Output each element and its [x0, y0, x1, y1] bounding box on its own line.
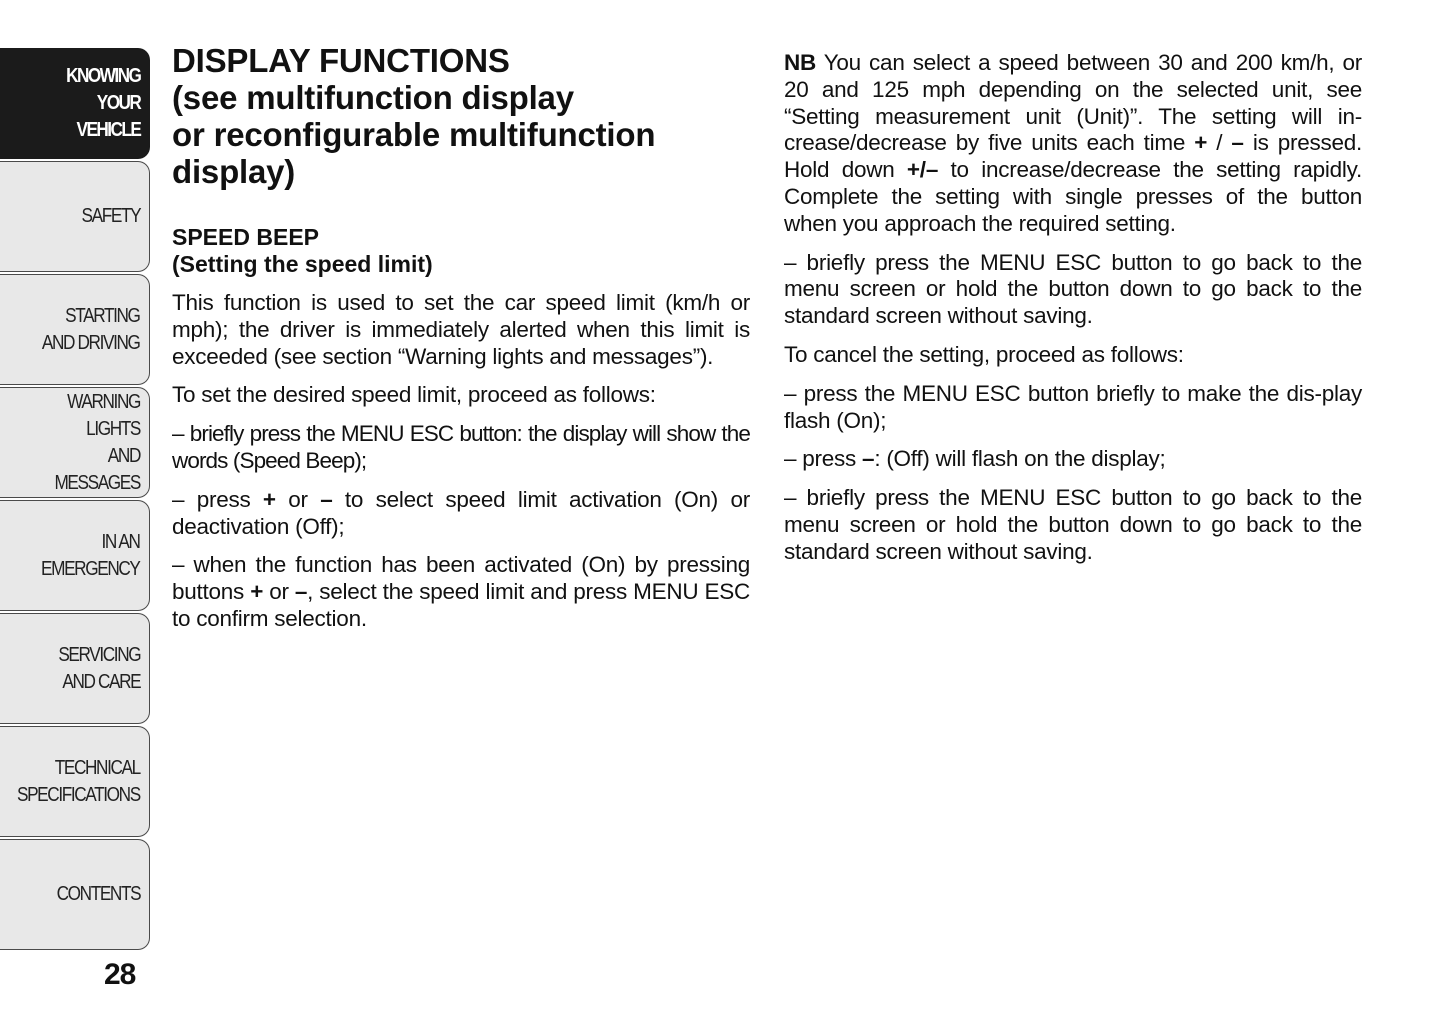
- tab-label: TECHNICAL SPECIFICATIONS: [17, 756, 140, 806]
- tab-knowing-your-vehicle[interactable]: [0, 48, 150, 159]
- title-line: display): [172, 153, 296, 190]
- plus-minus-symbol: +/–: [906, 157, 939, 183]
- minus-symbol: –: [294, 579, 308, 605]
- paragraph: – briefly press the MENU ESC button to go back to the menu screen or hold the button down to go back to the standard screen without saving.: [784, 249, 1362, 329]
- tab-safety[interactable]: [0, 161, 150, 272]
- title-line: DISPLAY FUNCTIONS: [172, 42, 510, 79]
- tab-warning-lights[interactable]: [0, 387, 150, 498]
- text: /: [1207, 130, 1232, 156]
- tab-starting-and-driving[interactable]: [0, 274, 150, 385]
- page-title: [172, 42, 750, 190]
- text: to increase/decrease the setting rapidly. Complete the setting with single presses of the button when you approach the required setting.: [784, 157, 1362, 236]
- plus-symbol: +: [1194, 130, 1208, 156]
- paragraph: This function is used to set the car speed limit (km/h or mph); the driver is immediately alerted when this limit is exceeded (see section “Warning lights and messages”).: [172, 290, 750, 369]
- tab-contents[interactable]: [0, 839, 150, 950]
- tab-label: SERVICING AND CARE: [58, 643, 140, 693]
- plus-symbol: +: [262, 486, 276, 512]
- section-heading: [172, 224, 750, 278]
- minus-symbol: –: [320, 486, 333, 512]
- title-line: or reconfigurable multifunction: [172, 116, 656, 153]
- text: or: [263, 579, 295, 605]
- tab-label: WARNING LIGHTS AND MESSAGES: [54, 390, 140, 494]
- text: : (Off) will flash on the display;: [874, 446, 1166, 472]
- paragraph: – press the MENU ESC button briefly to make the dis-play flash (On);: [784, 380, 1362, 433]
- paragraph: To cancel the setting, proceed as follows:: [784, 341, 1184, 367]
- paragraph: To set the desired speed limit, proceed as follows:: [172, 382, 656, 408]
- text: – when the function has been activated (On) by pressing buttons: [172, 552, 750, 605]
- paragraph: [172, 552, 750, 632]
- text: – press: [172, 486, 263, 512]
- text: – press: [784, 446, 863, 472]
- paragraph: – briefly press the MENU ESC button: the display will show the words (Speed Beep);: [172, 421, 750, 473]
- text: to select speed limit activation (On) or deactivation (Off);: [172, 486, 750, 539]
- right-column: [784, 50, 1362, 578]
- tab-label: KNOWING YOUR VEHICLE: [65, 65, 140, 141]
- text: You can select a speed between 30 and 200 km/h, or 20 and 125 mph depending on the selected unit, see “Setting measurement unit (Unit)”. The setting will in-crease/decrease by five units each time: [784, 50, 1362, 156]
- subhead-line: (Setting the speed limit): [172, 251, 433, 277]
- text: is pressed. Hold down: [784, 130, 1362, 183]
- tab-in-an-emergency[interactable]: [0, 500, 150, 611]
- paragraph: [784, 446, 1362, 473]
- minus-symbol: –: [1231, 130, 1244, 156]
- page-number: 28: [104, 958, 136, 991]
- plus-symbol: +: [250, 579, 264, 605]
- paragraph: – briefly press the MENU ESC button to go back to the menu screen or hold the button down to go back to the standard screen without saving.: [784, 485, 1362, 564]
- left-column: [172, 42, 750, 645]
- minus-symbol: –: [862, 446, 875, 472]
- tab-label: IN AN EMERGENCY: [41, 530, 140, 580]
- paragraph: [172, 487, 750, 541]
- tab-label: STARTING AND DRIVING: [42, 304, 140, 354]
- tab-servicing-and-care[interactable]: [0, 613, 150, 724]
- tab-label: SAFETY: [81, 205, 140, 227]
- tab-label: CONTENTS: [56, 883, 140, 905]
- subhead-line: SPEED BEEP: [172, 224, 319, 250]
- tab-technical-specifications[interactable]: [0, 726, 150, 837]
- nb-paragraph: [784, 50, 1362, 238]
- text: , select the speed limit and press MENU ESC to confirm selection.: [172, 579, 750, 631]
- text: or: [275, 486, 321, 512]
- nb-label: NB: [784, 50, 816, 75]
- title-line: (see multifunction display: [172, 79, 574, 116]
